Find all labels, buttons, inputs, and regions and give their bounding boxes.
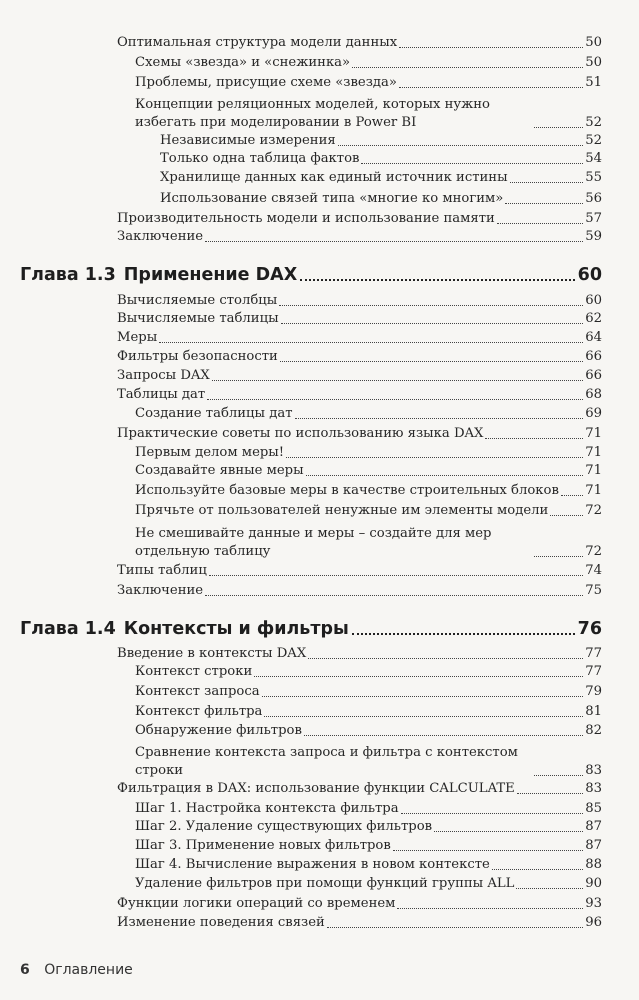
toc-entry-title: Фильтры безопасности — [117, 349, 278, 364]
toc-entry-title: Схемы «звезда» и «снежинка» — [135, 55, 351, 70]
toc-entry[interactable] — [135, 54, 602, 72]
toc-entry-title: Введение в контексты DAX — [117, 646, 307, 661]
toc-page-number: 50 — [585, 55, 602, 70]
toc-entry[interactable] — [135, 444, 602, 462]
toc-page-number: 72 — [585, 544, 602, 559]
toc-entry-title: Заключение — [117, 583, 204, 598]
toc-entry[interactable] — [135, 74, 602, 92]
toc-entry[interactable] — [135, 722, 602, 740]
dot-leader — [434, 831, 583, 832]
dot-leader — [306, 475, 584, 476]
toc-entry-title: Шаг 1. Настройка контекста фильтра — [135, 801, 399, 816]
toc-entry[interactable] — [135, 482, 602, 500]
toc-entry[interactable] — [117, 425, 602, 443]
dot-leader — [327, 927, 583, 928]
toc-entry-title: Хранилище данных как единый источник истины — [160, 170, 508, 185]
dot-leader — [352, 67, 583, 68]
dot-leader — [262, 696, 584, 697]
dot-leader — [534, 127, 583, 128]
dot-leader — [399, 87, 583, 88]
dot-leader — [159, 342, 583, 343]
toc-entry[interactable] — [117, 645, 602, 663]
toc-page-number: 64 — [585, 330, 602, 345]
toc-entry[interactable] — [117, 386, 602, 404]
toc-page-number: 88 — [585, 857, 602, 872]
toc-entry[interactable] — [135, 525, 602, 561]
toc-page-number: 68 — [585, 387, 602, 402]
toc-page-number: 52 — [585, 133, 602, 148]
toc-page-number: 55 — [585, 170, 602, 185]
dot-leader — [497, 223, 583, 224]
toc-entry-title: Контекст фильтра — [135, 704, 263, 719]
toc-page-number: 71 — [585, 463, 602, 478]
toc-entry-title: Проблемы, присущие схеме «звезда» — [135, 75, 397, 90]
chapter-page-number: 76 — [577, 619, 602, 639]
toc-entry[interactable] — [160, 190, 602, 208]
dot-leader — [485, 438, 583, 439]
dot-leader — [505, 203, 583, 204]
toc-page-number: 57 — [585, 211, 602, 226]
chapter-title: Контексты и фильтры — [123, 619, 349, 639]
toc-entry[interactable] — [135, 744, 602, 780]
dot-leader — [361, 163, 583, 164]
toc-page-number: 69 — [585, 406, 602, 421]
toc-page-number: 81 — [585, 704, 602, 719]
dot-leader — [534, 775, 583, 776]
toc-entry-title: Сравнение контекста запроса и фильтра с контекстом строки — [135, 745, 518, 778]
toc-entry[interactable] — [117, 310, 602, 328]
toc-entry[interactable] — [117, 292, 602, 310]
toc-page-number: 82 — [585, 723, 602, 738]
chapter-page-number: 60 — [577, 265, 602, 285]
toc-page-number: 87 — [585, 819, 602, 834]
toc-entry-title: Вычисляемые таблицы — [117, 311, 279, 326]
toc-entry[interactable] — [135, 462, 602, 480]
toc-entry[interactable] — [117, 895, 602, 913]
toc-page-number: 83 — [585, 763, 602, 778]
dot-leader — [338, 145, 584, 146]
toc-page-number: 77 — [585, 664, 602, 679]
toc-entry[interactable] — [135, 875, 602, 893]
dot-leader — [550, 515, 583, 516]
toc-entry-title: Независимые измерения — [160, 133, 336, 148]
dot-leader — [205, 241, 583, 242]
chapter-number: Глава 1.3 — [20, 265, 116, 285]
toc-entry[interactable] — [117, 562, 602, 580]
toc-entry-title: Использование связей типа «многие ко многим» — [160, 191, 504, 206]
toc-page-number: 77 — [585, 646, 602, 661]
chapter-heading[interactable] — [20, 618, 602, 640]
toc-entry-title: Оптимальная структура модели данных — [117, 35, 398, 50]
dot-leader — [401, 813, 584, 814]
dot-leader — [516, 888, 583, 889]
dot-leader — [300, 279, 574, 281]
toc-page-number: 71 — [585, 483, 602, 498]
toc-entry-title: Шаг 4. Вычисление выражения в новом контексте — [135, 857, 490, 872]
toc-entry[interactable] — [135, 818, 602, 836]
toc-entry-title: Вычисляемые столбцы — [117, 293, 278, 308]
toc-page-number: 75 — [585, 583, 602, 598]
toc-page-number: 90 — [585, 876, 602, 891]
toc-entry-title: Функции логики операций со временем — [117, 896, 396, 911]
toc-entry[interactable] — [135, 800, 602, 818]
toc-entry[interactable] — [117, 914, 602, 932]
toc-entry-title: Не смешивайте данные и меры – создайте для мер отдельную таблицу — [135, 526, 492, 559]
toc-page-number: 85 — [585, 801, 602, 816]
toc-entry-title: Изменение поведения связей — [117, 915, 325, 930]
dot-leader — [281, 323, 584, 324]
toc-page-number: 71 — [585, 445, 602, 460]
toc-entry[interactable] — [117, 348, 602, 366]
toc-page-number: 50 — [585, 35, 602, 50]
toc-entry-title: Практические советы по использованию языка DAX — [117, 426, 484, 441]
toc-entry-title: Шаг 3. Применение новых фильтров — [135, 838, 391, 853]
toc-page-number: 87 — [585, 838, 602, 853]
toc-page-number: 93 — [585, 896, 602, 911]
page-footer — [20, 962, 133, 978]
dot-leader — [264, 716, 583, 717]
toc-entry[interactable] — [117, 228, 602, 246]
toc-page-number: 60 — [585, 293, 602, 308]
toc-entry-title: Производительность модели и использование памяти — [117, 211, 495, 226]
dot-leader — [212, 380, 583, 381]
toc-page-number: 83 — [585, 781, 602, 796]
toc-entry[interactable] — [135, 502, 602, 520]
toc-entry[interactable] — [117, 34, 602, 52]
toc-page-number: 62 — [585, 311, 602, 326]
dot-leader — [286, 457, 583, 458]
toc-page-number: 66 — [585, 368, 602, 383]
toc-entry[interactable] — [160, 169, 602, 187]
dot-leader — [352, 633, 575, 635]
dot-leader — [207, 399, 583, 400]
toc-entry-title: Создание таблицы дат — [135, 406, 293, 421]
toc-entry-title: Контекст запроса — [135, 684, 260, 699]
toc-entry-title: Обнаружение фильтров — [135, 723, 302, 738]
toc-entry[interactable] — [117, 210, 602, 228]
toc-entry[interactable] — [135, 856, 602, 874]
dot-leader — [279, 305, 583, 306]
toc-entry-title: Таблицы дат — [117, 387, 206, 402]
dot-leader — [397, 908, 583, 909]
chapter-number: Глава 1.4 — [20, 619, 116, 639]
toc-entry-title: Удаление фильтров при помощи функций группы ALL — [135, 876, 515, 891]
toc-entry[interactable] — [135, 837, 602, 855]
toc-page-number: 56 — [585, 191, 602, 206]
toc-entry-title: Типы таблиц — [117, 563, 207, 578]
chapter-heading[interactable] — [20, 264, 602, 286]
toc-entry[interactable] — [135, 405, 602, 423]
toc-page-number: 59 — [585, 229, 602, 244]
toc-entry-title: Меры — [117, 330, 158, 345]
toc-entry[interactable] — [117, 367, 602, 385]
toc-page-number: 96 — [585, 915, 602, 930]
dot-leader — [304, 735, 583, 736]
toc-entry[interactable] — [117, 582, 602, 600]
toc-page-number: 51 — [585, 75, 602, 90]
toc-page-number: 54 — [585, 151, 602, 166]
toc-entry-title: Только одна таблица фактов — [160, 151, 360, 166]
toc-entry-title: Прячьте от пользователей ненужные им элементы модели — [135, 503, 549, 518]
toc-entry-title: Используйте базовые меры в качестве строительных блоков — [135, 483, 559, 498]
toc-page-number: 74 — [585, 563, 602, 578]
toc-entry[interactable] — [135, 703, 602, 721]
dot-leader — [517, 793, 583, 794]
toc-entry[interactable] — [135, 96, 602, 132]
toc-entry-title: Заключение — [117, 229, 204, 244]
dot-leader — [561, 495, 583, 496]
toc-entry-title: Запросы DAX — [117, 368, 210, 383]
chapter-title: Применение DAX — [123, 265, 298, 285]
toc-entry[interactable] — [160, 132, 602, 150]
dot-leader — [295, 418, 584, 419]
toc-entry[interactable] — [135, 663, 602, 681]
dot-leader — [205, 595, 583, 596]
toc-entry-title: Первым делом меры! — [135, 445, 285, 460]
toc-page-number: 52 — [585, 115, 602, 130]
dot-leader — [254, 676, 583, 677]
toc-entry[interactable] — [117, 780, 602, 798]
dot-leader — [399, 47, 583, 48]
toc-entry-title: Шаг 2. Удаление существующих фильтров — [135, 819, 433, 834]
dot-leader — [280, 361, 583, 362]
dot-leader — [209, 575, 583, 576]
dot-leader — [534, 556, 583, 557]
toc-entry[interactable] — [135, 683, 602, 701]
toc-entry-title: Создавайте явные меры — [135, 463, 304, 478]
toc-page-number: 72 — [585, 503, 602, 518]
toc-page-number: 71 — [585, 426, 602, 441]
toc-entry-title: Фильтрация в DAX: использование функции CALCULATE — [117, 781, 515, 796]
toc-entry[interactable] — [160, 150, 602, 168]
toc-page-number: 66 — [585, 349, 602, 364]
toc-entry-title: Концепции реляционных моделей, которых нужно избегать при моделировании в Power BI — [135, 97, 490, 130]
toc-page-number: 79 — [585, 684, 602, 699]
toc-entry-title: Контекст строки — [135, 664, 253, 679]
running-title: Оглавление — [44, 962, 133, 978]
toc-entry[interactable] — [117, 329, 602, 347]
dot-leader — [510, 182, 584, 183]
dot-leader — [492, 869, 583, 870]
dot-leader — [393, 850, 583, 851]
page-number: 6 — [20, 962, 30, 978]
dot-leader — [308, 658, 583, 659]
